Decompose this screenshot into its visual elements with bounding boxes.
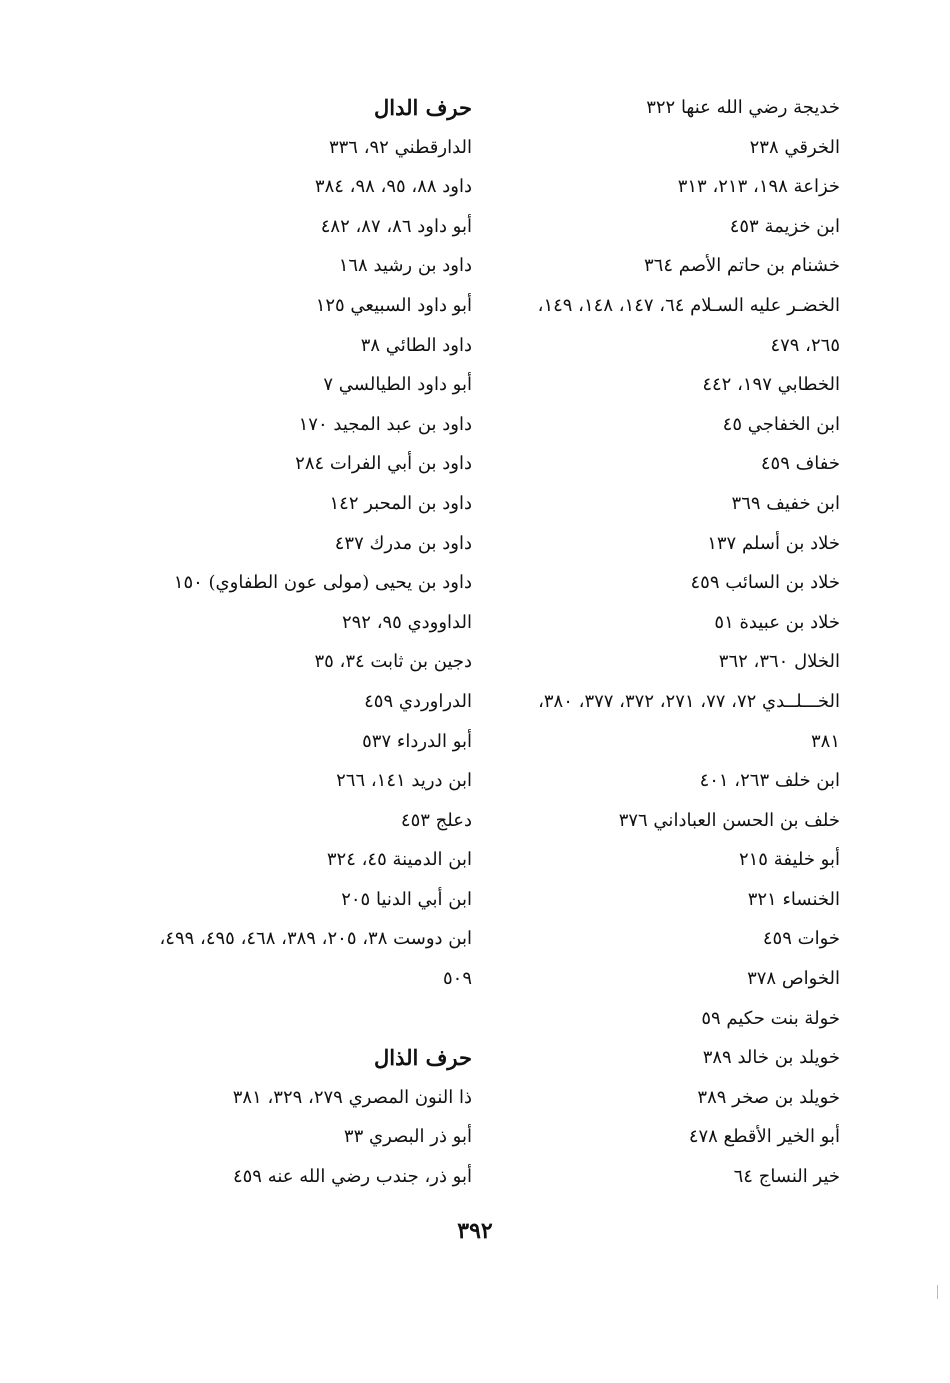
section-heading-dal: حرف الدال (374, 95, 472, 120)
index-entry: خلاد بن أسلم ١٣٧ (707, 532, 840, 554)
index-entry: الخنساء ٣٢١ (747, 888, 840, 910)
index-entry: ابن أبي الدنيا ٢٠٥ (341, 888, 472, 910)
index-entry: الداوودي ٩٥، ٢٩٢ (341, 611, 472, 633)
index-entry: خديجة رضي الله عنها ٣٢٢ (646, 97, 840, 118)
index-entry: ابن دريد ١٤١، ٢٦٦ (336, 770, 472, 792)
index-entry: أبو الدرداء ٥٣٧ (362, 730, 472, 752)
index-entry: داود بن عبد المجيد ١٧٠ (298, 413, 472, 435)
index-entry: خزاعة ١٩٨، ٢١٣، ٣١٣ (677, 176, 840, 198)
index-entry: أبو خليفة ٢١٥ (738, 849, 840, 871)
index-entry: أبو ذر، جندب رضي الله عنه ٤٥٩ (232, 1166, 472, 1188)
left-column (112, 88, 472, 1197)
index-entry: خولة بنت حكيم ٥٩ (701, 1007, 840, 1029)
index-entry: الخواص ٣٧٨ (747, 968, 840, 990)
index-entry: أبو داود ٨٦، ٨٧، ٤٨٢ (320, 215, 472, 237)
index-entry: خير النساج ٦٤ (733, 1166, 840, 1188)
index-entry: أبو ذر البصري ٣٣ (343, 1126, 472, 1148)
index-entry: الخضـر عليه السـلام ٦٤، ١٤٧، ١٤٨، ١٤٩، (537, 294, 840, 316)
index-entry: خوات ٤٥٩ (762, 928, 840, 950)
index-entry: داود بن يحيى (مولى عون الطفاوي) ١٥٠ (173, 572, 472, 594)
index-entry: داود بن مدرك ٤٣٧ (334, 532, 472, 554)
index-entry: الخرقي ٢٣٨ (749, 136, 840, 158)
index-entry: ابن خفيف ٣٦٩ (731, 492, 840, 514)
index-entry: خويلد بن خالد ٣٨٩ (702, 1047, 840, 1069)
index-entry: ابن الدمينة ٤٥، ٣٢٤ (326, 849, 472, 871)
index-entry: خويلد بن صخر ٣٨٩ (697, 1086, 840, 1108)
index-entry: خلاد بن عبيدة ٥١ (714, 611, 840, 633)
index-entry: ذا النون المصري ٢٧٩، ٣٢٩، ٣٨١ (232, 1086, 472, 1108)
index-entry: خلف بن الحسن العباداني ٣٧٦ (618, 809, 840, 831)
index-entry: ابن خلف ٢٦٣، ٤٠١ (699, 770, 840, 792)
index-entry: الدارقطني ٩٢، ٣٣٦ (328, 136, 472, 158)
index-entry: الخلال ٣٦٠، ٣٦٢ (718, 651, 840, 673)
section-heading-dhal: حرف الذال (374, 1045, 472, 1071)
section-gap (112, 999, 472, 1039)
index-entry: خلاد بن السائب ٤٥٩ (690, 572, 840, 594)
index-entry: داود الطائي ٣٨ (360, 334, 472, 356)
index-entry: أبو الخير الأقطع ٤٧٨ (688, 1126, 840, 1148)
index-entry: الخـــلــدي ٧٢، ٧٧، ٢٧١، ٣٧٢، ٣٧٧، ٣٨٠، (538, 690, 840, 712)
index-entry-continuation: ٣٨١ (810, 730, 840, 752)
index-entry: الخطابي ١٩٧، ٤٤٢ (702, 374, 840, 396)
right-column (470, 88, 840, 1197)
index-entry: داود بن المحبر ١٤٢ (329, 492, 472, 514)
index-entry: ابن خزيمة ٤٥٣ (729, 215, 840, 237)
index-entry: داود بن رشيد ١٦٨ (338, 255, 472, 277)
index-entry: داود بن أبي الفرات ٢٨٤ (295, 453, 472, 475)
index-entry-continuation: ٥٠٩ (442, 968, 472, 990)
index-entry: أبو داود السبيعي ١٢٥ (315, 294, 472, 316)
page-number: ٣٩٢ (457, 1218, 493, 1244)
index-entry: داود ٨٨، ٩٥، ٩٨، ٣٨٤ (314, 176, 472, 198)
index-entry: دجين بن ثابت ٣٤، ٣٥ (314, 651, 472, 673)
index-entry-continuation: ٢٦٥، ٤٧٩ (770, 334, 840, 356)
scan-edge-mark (937, 1285, 938, 1299)
index-entry: خشنام بن حاتم الأصم ٣٦٤ (644, 255, 840, 277)
index-entry: دعلج ٤٥٣ (400, 809, 472, 831)
index-entry: خفاف ٤٥٩ (760, 453, 840, 475)
index-entry: أبو داود الطيالسي ٧ (323, 374, 472, 396)
index-entry: ابن الخفاجي ٤٥ (722, 413, 840, 435)
index-entry: الدراوردي ٤٥٩ (364, 690, 472, 712)
index-entry: ابن دوست ٣٨، ٢٠٥، ٣٨٩، ٤٦٨، ٤٩٥، ٤٩٩، (159, 928, 472, 950)
